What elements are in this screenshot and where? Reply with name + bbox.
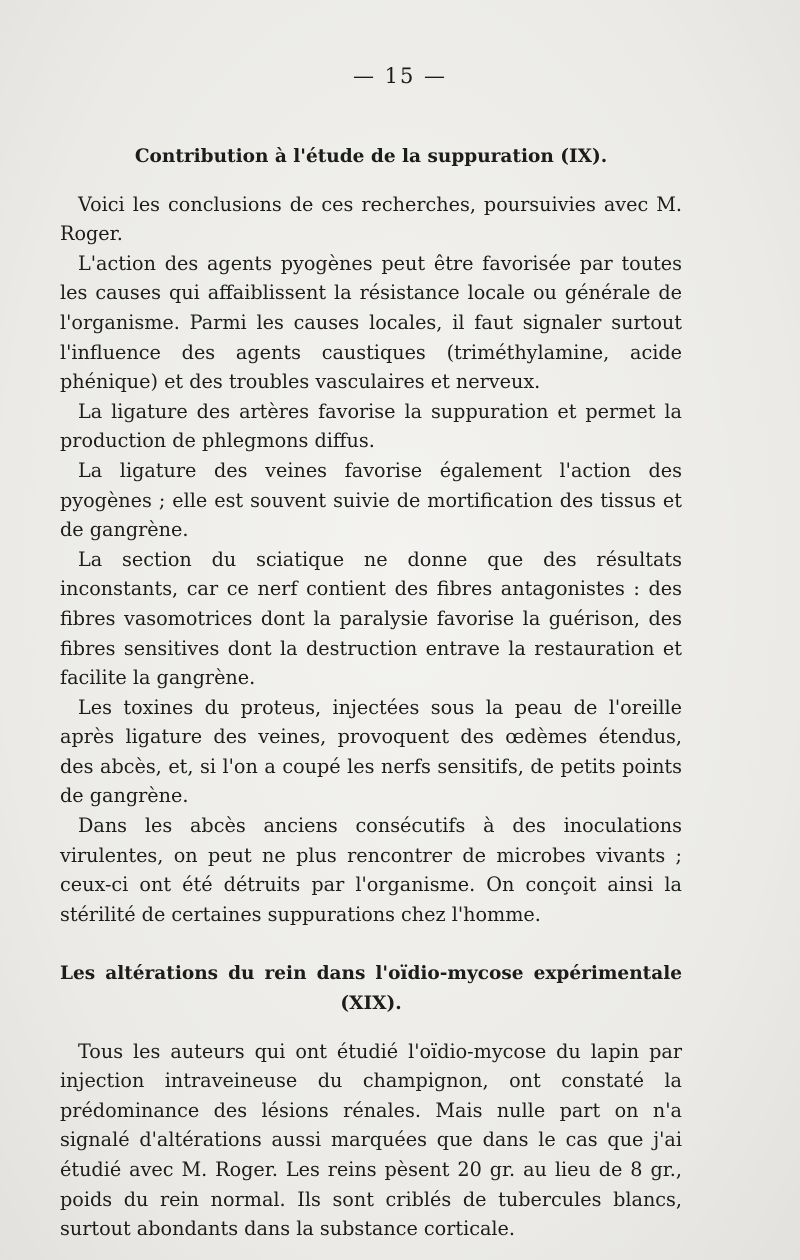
- section-title-suppuration: Contribution à l'étude de la suppuration (IX).: [134, 146, 608, 167]
- paragraph: Dans les abcès anciens consécutifs à des inoculations virulentes, on peut ne plus rencontrer de microbes vivants ; ceux-ci ont été détruits par l'organisme. On conçoit ainsi la stérilité de certaines suppurations chez l'homme.: [60, 814, 682, 926]
- page-number: — 15 —: [352, 64, 448, 88]
- paragraph: Voici les conclusions de ces recherches, poursuivies avec M. Roger.: [60, 192, 682, 246]
- paragraph: La ligature des veines favorise également l'action des pyogènes ; elle est souvent suivie de mortification des tissus et de gangrène.: [60, 458, 682, 542]
- paragraph: Tous les auteurs qui ont étudié l'oïdio-mycose du lapin par injection intraveineuse du champignon, ont constaté la prédominance des lésions rénales. Mais nulle part on n'a signalé d'altérations aussi marquées que dans le cas que j'ai étudié avec M. Roger. Les reins pèsent 20 gr. au lieu de 8 gr., poids du rein normal. Ils sont criblés de tubercules blancs, surtout abondants dans la substance corticale.: [60, 1039, 682, 1241]
- section-title-rein: Les altérations du rein dans l'oïdio-mycose expérimentale (XIX).: [60, 963, 682, 1015]
- page-content: [60, 142, 682, 1244]
- paragraph: La ligature des artères favorise la suppuration et permet la production de phlegmons diffus.: [60, 399, 682, 453]
- paragraph: Les toxines du proteus, injectées sous la peau de l'oreille après ligature des veines, provoquent des œdèmes étendus, des abcès, et, si l'on a coupé les nerfs sensitifs, de petits points de gangrène.: [60, 695, 682, 808]
- paragraph: La section du sciatique ne donne que des résultats inconstants, car ce nerf contient des fibres antagonistes : des fibres vasomotrices dont la paralysie favorise la guérison, des fibres sensitives dont la destruction entrave la restauration et facilite la gangrène.: [60, 547, 682, 690]
- paragraph: L'action des agents pyogènes peut être favorisée par toutes les causes qui affaiblissent la résistance locale ou générale de l'organisme. Parmi les causes locales, il faut signaler surtout l'influence des agents caustiques (triméthylamine, acide phénique) et des troubles vasculaires et nerveux.: [60, 251, 682, 394]
